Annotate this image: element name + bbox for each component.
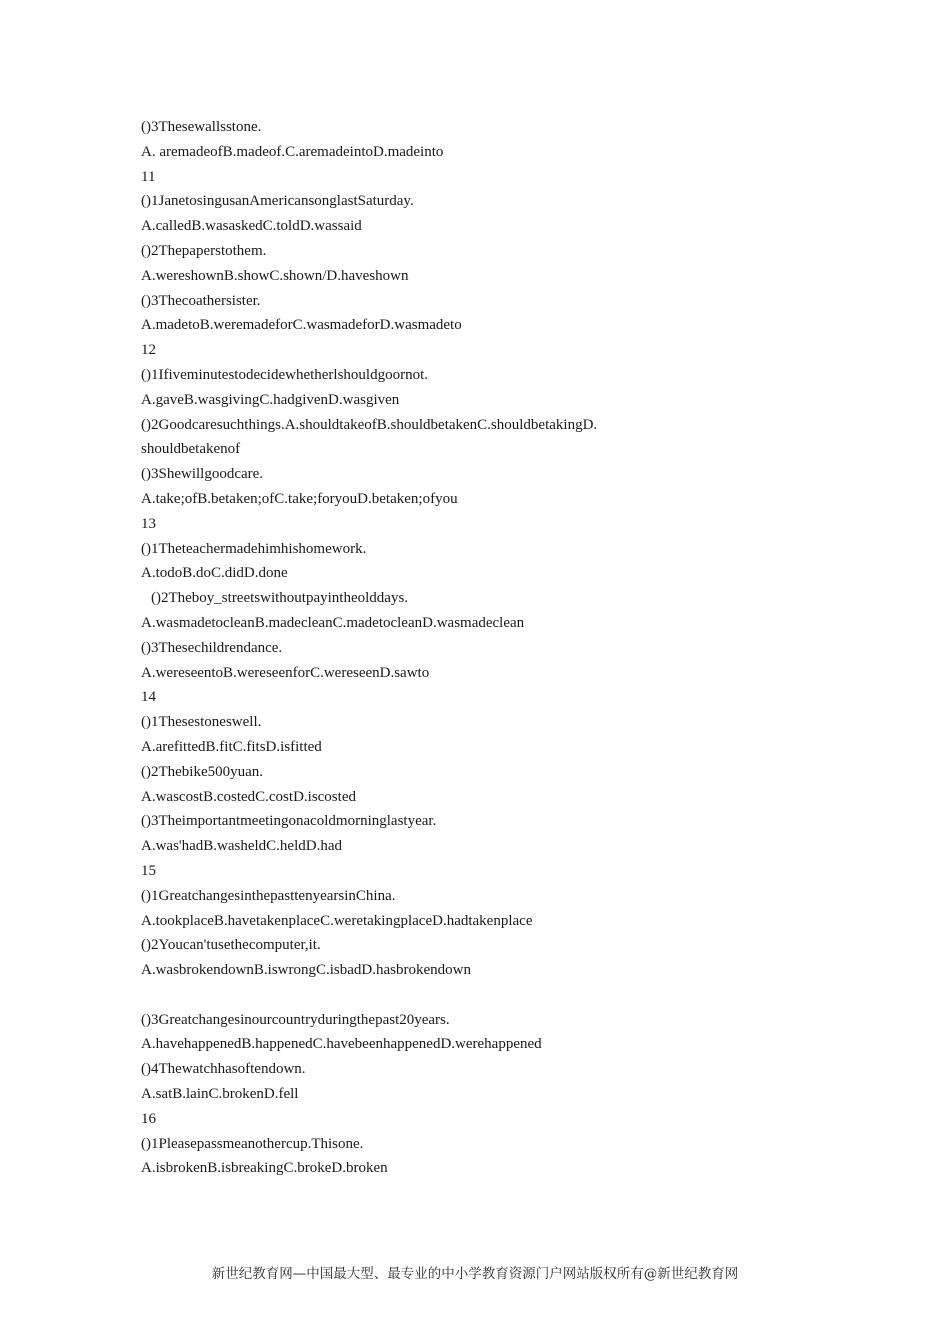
question-line: ()2Thebike500yuan. bbox=[141, 763, 264, 780]
options-line: A. aremadeofB.madeof.C.aremadeintoD.madeinto bbox=[141, 143, 444, 160]
question-line: ()1Pleasepassmeanothercup.Thisone. bbox=[141, 1135, 364, 1152]
options-line: A.wascostB.costedC.costD.iscosted bbox=[141, 788, 356, 805]
page-footer: 新世纪教育网—中国最大型、最专业的中小学教育资源门户网站版权所有@新世纪教育网 bbox=[211, 1266, 739, 1282]
section-number: 11 bbox=[141, 168, 156, 185]
question-line: ()2Youcan'tusethecomputer,it. bbox=[141, 937, 321, 954]
question-line: ()2Theboy_streetswithoutpayintheolddays. bbox=[151, 590, 409, 607]
exercise-content bbox=[141, 115, 841, 1181]
question-line: ()4Thewatchhasoftendown. bbox=[141, 1061, 306, 1078]
options-line: A.havehappenedB.happenedC.havebeenhappenedD.werehappened bbox=[141, 1036, 542, 1053]
options-line: A.satB.lainC.brokenD.fell bbox=[141, 1086, 299, 1103]
options-line: A.wasmadetocleanB.madecleanC.madetocleanD.wasmadeclean bbox=[141, 614, 525, 631]
section-number: 14 bbox=[141, 689, 156, 706]
options-line: A.take;ofB.betaken;ofC.take;foryouD.betaken;ofyou bbox=[141, 490, 458, 507]
section-number: 15 bbox=[141, 862, 156, 879]
options-line: A.was'hadB.washeldC.heldD.had bbox=[141, 838, 342, 855]
options-line: shouldbetakenof bbox=[141, 441, 241, 458]
options-line: A.wereseentoB.wereseenforC.wereseenD.sawto bbox=[141, 664, 430, 681]
question-line: ()2Thepaperstothem. bbox=[141, 242, 267, 259]
question-line: ()3Thesechildrendance. bbox=[141, 639, 283, 656]
options-line: A.isbrokenB.isbreakingC.brokeD.broken bbox=[141, 1160, 388, 1177]
options-line: A.gaveB.wasgivingC.hadgivenD.wasgiven bbox=[141, 391, 400, 408]
options-line: A.tookplaceB.havetakenplaceC.weretakingplaceD.hadtakenplace bbox=[141, 912, 533, 929]
question-line: ()3Theimportantmeetingonacoldmorninglastyear. bbox=[141, 813, 437, 830]
options-line: A.arefittedB.fitC.fitsD.isfitted bbox=[141, 738, 322, 755]
section-number: 16 bbox=[141, 1110, 156, 1127]
question-line: ()1JanetosingusanAmericansonglastSaturday. bbox=[141, 193, 414, 210]
options-line: A.todoB.doC.didD.done bbox=[141, 565, 288, 582]
question-line: ()1Ifiveminutestodecidewhetherlshouldgoornot. bbox=[141, 366, 429, 383]
options-line: A.madetoB.weremadeforC.wasmadeforD.wasmadeto bbox=[141, 317, 462, 334]
options-line: A.calledB.wasaskedC.toldD.wassaid bbox=[141, 218, 362, 235]
question-line: ()3Thecoathersister. bbox=[141, 292, 261, 309]
question-line: ()1GreatchangesinthepasttenyearsinChina. bbox=[141, 887, 396, 904]
options-line: A.wereshownB.showC.shown/D.haveshown bbox=[141, 267, 409, 284]
question-line: ()1Thesestoneswell. bbox=[141, 714, 262, 731]
question-line: ()2Goodcaresuchthings.A.shouldtakeofB.shouldbetakenC.shouldbetakingD. bbox=[141, 416, 598, 433]
options-line: A.wasbrokendownB.iswrongC.isbadD.hasbrokendown bbox=[141, 962, 471, 979]
question-line: ()3Thesewallsstone. bbox=[141, 119, 262, 135]
section-number: 12 bbox=[141, 342, 156, 359]
question-line: ()3Shewillgoodcare. bbox=[141, 466, 264, 483]
question-line: ()3Greatchangesinourcountryduringthepast20years. bbox=[141, 1011, 450, 1028]
section-number: 13 bbox=[141, 515, 156, 532]
question-line: ()1Theteachermadehimhishomework. bbox=[141, 540, 367, 557]
